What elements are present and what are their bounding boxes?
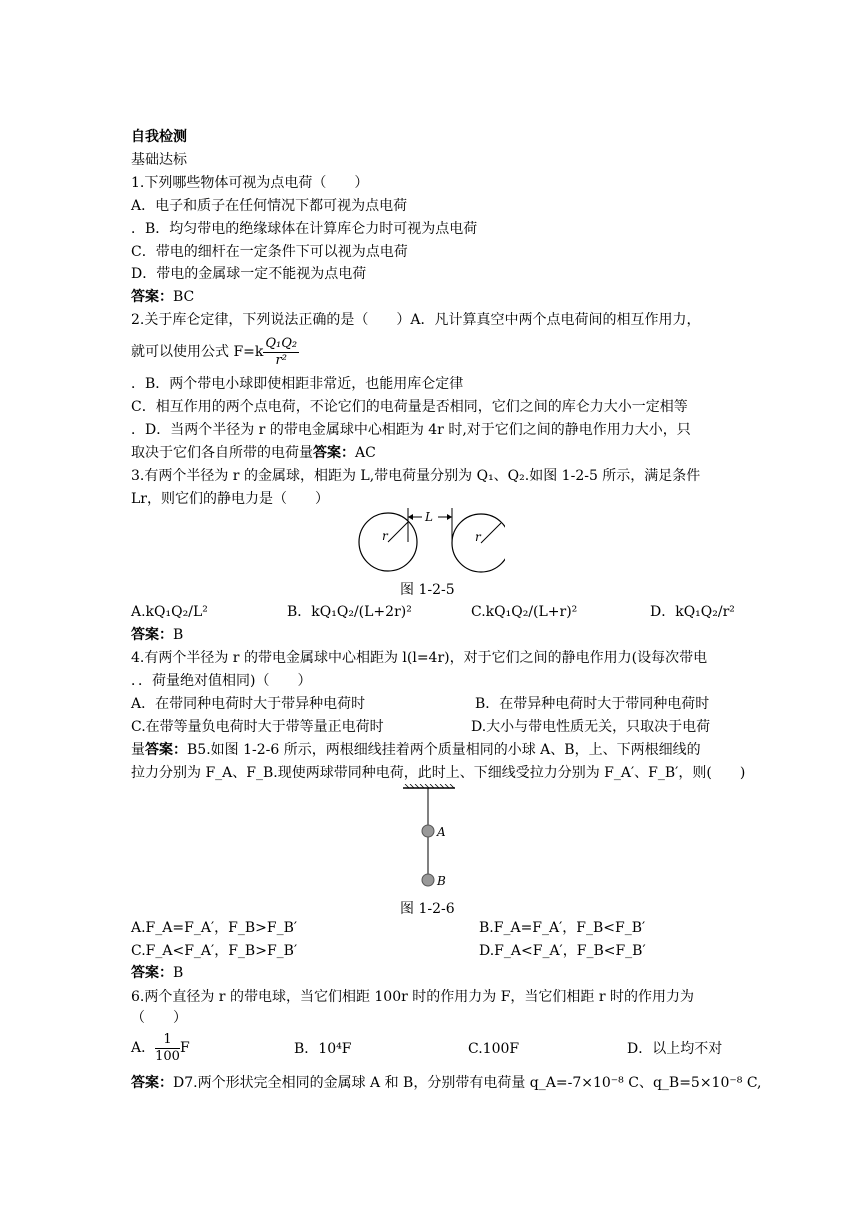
q5-option-b: B.F_A=F_A′，F_B<F_B′ <box>479 920 646 936</box>
q2-option-d: ．D．当两个半径为 r 的带电金属球中心相距为 4r 时,对于它们之间的静电作用力大小，只 <box>131 422 691 438</box>
q3-option-b: B．kQ₁Q₂/(L+2r)² <box>287 604 412 620</box>
q4-option-d: D.大小与带电性质无关，只取决于电荷 <box>471 719 711 735</box>
q2-option-b: ．B．两个带电小球即使相距非常近，也能用库仑定律 <box>131 376 464 392</box>
q7-stem: 7.两个形状完全相同的金属球 A 和 B，分别带有电荷量 q_A=-7×10⁻⁸ C、q_B=5×10⁻⁸ C, <box>184 1075 762 1091</box>
q1-stem: 1.下列哪些物体可视为点电荷（ ） <box>131 175 369 191</box>
label-r-left: r <box>382 529 388 543</box>
arrow-left <box>408 514 413 520</box>
q3-option-a: A.kQ₁Q₂/L² <box>131 604 208 620</box>
q2-stem: 2.关于库仑定律，下列说法正确的是（ ）A．凡计算真空中两个点电荷间的相互作用力， <box>131 312 701 328</box>
q1-option-b: ．B．均匀带电的绝缘球体在计算库仑力时可视为点电荷 <box>131 221 478 237</box>
q2-formula-prefix: 就可以使用公式 F=k <box>131 344 264 360</box>
answer-label: 答案： <box>313 445 355 461</box>
q4-stem-cont: ．．荷量绝对值相同)（ ） <box>131 673 312 689</box>
q3-option-c: C.kQ₁Q₂/(L+r)² <box>471 604 578 620</box>
fraction-denominator: r² <box>275 352 287 368</box>
answer-value: AC <box>355 445 376 461</box>
q4-option-c: C.在带等量负电荷时大于带等量正电荷时 <box>131 719 384 735</box>
q1-option-a: A．电子和质子在任何情况下都可视为点电荷 <box>131 198 408 214</box>
answer-value: B <box>187 742 198 758</box>
q6-a-fraction <box>155 1032 180 1065</box>
figure-hanging-balls <box>400 784 460 894</box>
q1-option-c: C．带电的细杆在一定条件下可以视为点电荷 <box>131 244 408 260</box>
q3-answer <box>131 625 183 645</box>
fraction-denominator: 100 <box>155 1048 180 1064</box>
q4-option-a: A．在带同种电荷时大于带异种电荷时 <box>131 696 366 712</box>
q5-option-d: D.F_A<F_A′，F_B<F_B′ <box>479 943 646 959</box>
figure-caption: 图 1-2-5 <box>400 582 455 598</box>
fraction-numerator: 1 <box>155 1032 180 1049</box>
q5-stem-cont: 拉力分别为 F_A、F_B.现使两球带同种电荷，此时上、下细线受拉力分别为 F_A′、F_B′，则( ) <box>131 765 746 781</box>
answer-label: 答案： <box>145 742 187 758</box>
label-b: B <box>437 874 446 888</box>
answer-value: B <box>173 965 184 981</box>
q3-stem: 3.有两个半径为 r 的金属球，相距为 L,带电荷量分别为 Q₁、Q₂.如图 1-2-5 所示，满足条件 <box>131 468 701 484</box>
option-suffix: F <box>179 1040 190 1056</box>
q1-option-d: D．带电的金属球一定不能视为点电荷 <box>131 266 367 282</box>
q6-answer-q7-stem <box>131 1073 762 1093</box>
q2-option-c: C．相互作用的两个点电荷，不论它们的电荷量是否相同，它们之间的库仑力大小一定相等 <box>131 399 688 415</box>
answer-value: B <box>173 627 184 643</box>
q5-option-a: A.F_A=F_A′，F_B>F_B′ <box>131 920 298 936</box>
answer-value: BC <box>173 289 195 305</box>
right-radius <box>481 523 501 543</box>
q6-stem-cont: （ ） <box>131 1010 187 1026</box>
q4-d-text: 量 <box>131 742 145 758</box>
answer-label: 答案： <box>131 1075 173 1091</box>
q6-stem: 6.两个直径为 r 的带电球，当它们相距 100r 时的作用力为 F，当它们相距 r 时的作用力为 <box>131 989 695 1005</box>
answer-value: D <box>173 1075 185 1091</box>
ball-a <box>422 825 434 837</box>
q3-option-d: D．kQ₁Q₂/r² <box>650 604 735 620</box>
section-heading: 自我检测 <box>131 129 187 145</box>
label-L: L <box>425 510 433 524</box>
q5-option-c: C.F_A<F_A′，F_B>F_B′ <box>131 943 298 959</box>
q6-option-c: C.100F <box>468 1041 520 1057</box>
q3-stem-cont: Lr，则它们的静电力是（ ） <box>131 491 329 507</box>
q4-answer-q5-stem <box>131 740 701 760</box>
label-r-right: r <box>475 530 481 544</box>
arrow-right <box>447 514 452 520</box>
figure-two-spheres <box>355 506 505 581</box>
q1-answer <box>131 287 194 307</box>
q6-option-a <box>131 1028 190 1068</box>
q5-answer <box>131 963 183 983</box>
ball-b <box>422 874 434 886</box>
q5-stem: 5.如图 1-2-6 所示，两根细线挂着两个质量相同的小球 A、B，上、下两根细线的 <box>197 742 701 758</box>
section-subheading: 基础达标 <box>131 152 187 168</box>
figure-caption: 图 1-2-6 <box>400 901 455 917</box>
fraction-numerator: Q₁Q₂ <box>265 335 298 351</box>
q2-d-text: 取决于它们各自所带的电荷量 <box>131 445 313 461</box>
answer-label: 答案： <box>131 289 173 305</box>
q2-formula-line <box>131 332 299 372</box>
q6-option-d: D．以上均不对 <box>627 1041 723 1057</box>
q2-formula-fraction <box>263 336 299 369</box>
q6-option-b: B．10⁴F <box>294 1041 352 1057</box>
label-a: A <box>437 825 446 839</box>
answer-label: 答案： <box>131 627 173 643</box>
q4-option-b: B．在带异种电荷时大于带同种电荷时 <box>475 696 710 712</box>
option-prefix: A． <box>131 1040 156 1056</box>
answer-label: 答案： <box>131 965 173 981</box>
left-radius <box>388 522 408 542</box>
q2-option-d-cont <box>131 443 376 463</box>
q4-stem: 4.有两个半径为 r 的带电金属球中心相距为 l(l=4r)，对于它们之间的静电作用力(设每次带电 <box>131 650 708 666</box>
